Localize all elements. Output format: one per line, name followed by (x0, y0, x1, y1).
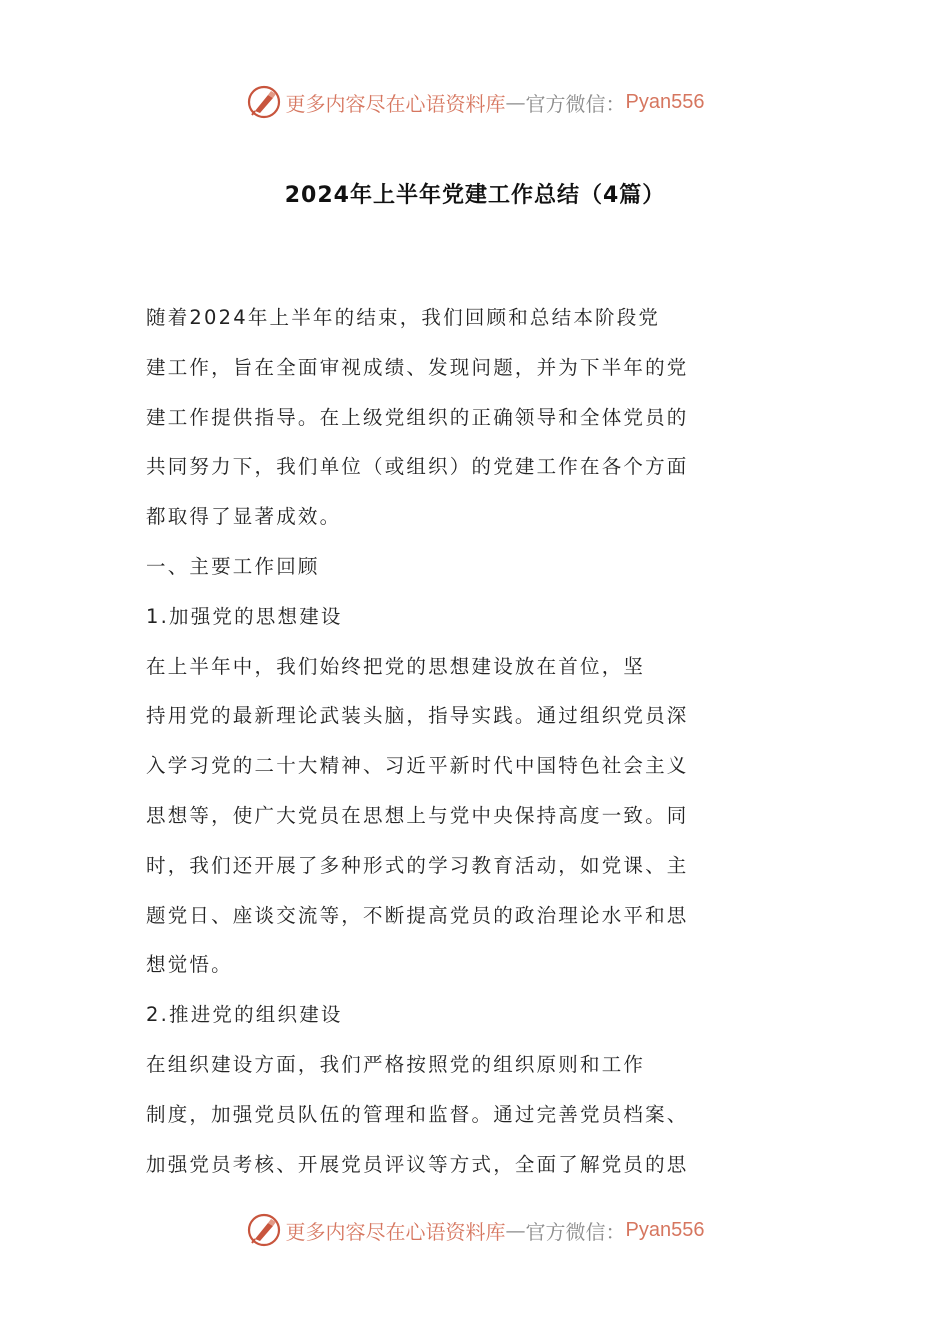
body-line: 在组织建设方面，我们严格按照党的组织原则和工作 (146, 1052, 646, 1076)
body-line: 都取得了显著成效。 (146, 505, 342, 529)
watermark-separator: — (505, 90, 526, 114)
header-watermark (0, 82, 950, 122)
document-body (146, 293, 706, 1189)
watermark-brand-text: 更多内容尽在心语资料库 (285, 91, 506, 116)
body-line: 建工作提供指导。在上级党组织的正确领导和全体党员的 (146, 405, 689, 429)
pen-nib-logo-icon (246, 1212, 282, 1248)
body-line: 随着2024年上半年的结束，我们回顾和总结本阶段党 (146, 306, 661, 329)
watermark-separator: — (505, 1218, 526, 1242)
subsection-heading: 2.推进党的组织建设 (146, 1003, 343, 1027)
body-line: 共同努力下，我们单位（或组织）的党建工作在各个方面 (146, 455, 689, 479)
watermark-wechat-label: 官方微信： (525, 91, 626, 116)
body-line: 想觉悟。 (146, 953, 233, 977)
watermark-wechat-label: 官方微信： (525, 1219, 626, 1244)
footer-watermark (0, 1210, 950, 1250)
body-line: 题党日、座谈交流等，不断提高党员的政治理论水平和思 (146, 903, 689, 927)
subsection-heading: 1.加强党的思想建设 (146, 604, 343, 628)
watermark-wechat-id: Pyan556 (625, 90, 705, 113)
document-title: 2024年上半年党建工作总结（4篇） (284, 183, 666, 208)
body-line: 思想等，使广大党员在思想上与党中央保持高度一致。同 (146, 803, 689, 827)
watermark-brand-text: 更多内容尽在心语资料库 (285, 1219, 506, 1244)
body-line: 时，我们还开展了多种形式的学习教育活动，如党课、主 (146, 853, 689, 877)
section-heading: 一、主要工作回顾 (146, 554, 320, 578)
watermark-wechat-id: Pyan556 (625, 1218, 705, 1241)
body-line: 持用党的最新理论武装头脑，指导实践。通过组织党员深 (146, 704, 689, 728)
body-line: 制度，加强党员队伍的管理和监督。通过完善党员档案、 (146, 1102, 689, 1126)
body-line: 在上半年中，我们始终把党的思想建设放在首位，坚 (146, 654, 646, 678)
body-line: 入学习党的二十大精神、习近平新时代中国特色社会主义 (146, 754, 689, 778)
body-line: 加强党员考核、开展党员评议等方式，全面了解党员的思 (146, 1152, 689, 1176)
body-line: 建工作，旨在全面审视成绩、发现问题，并为下半年的党 (146, 355, 689, 379)
pen-nib-logo-icon (246, 84, 282, 120)
